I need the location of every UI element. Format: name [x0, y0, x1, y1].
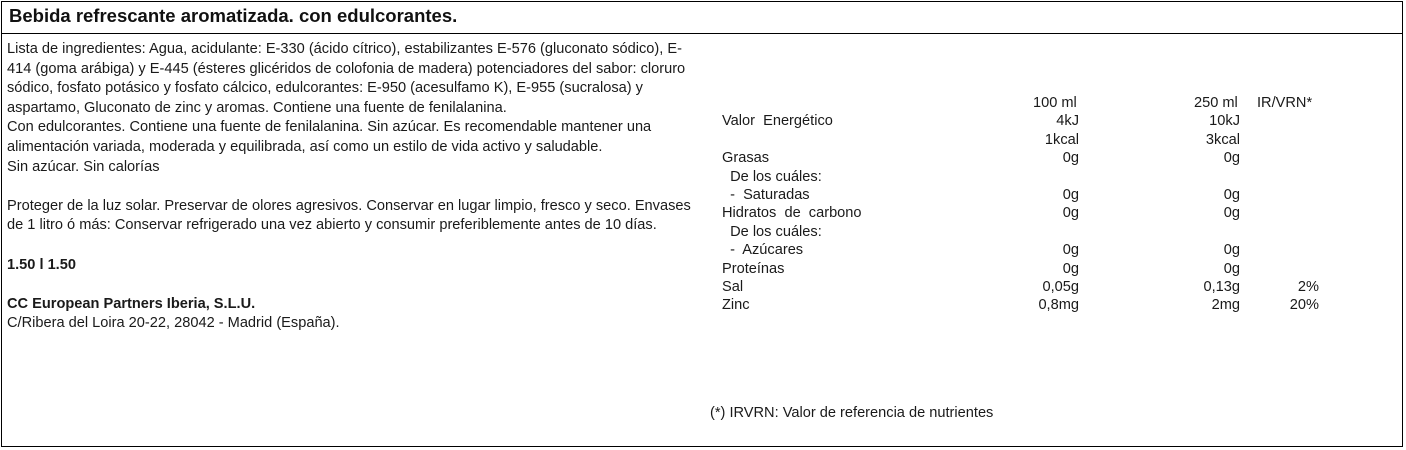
storage-text: Proteger de la luz solar. Preservar de olores agresivos. Conservar en lugar limpio, fresco y seco. Envases de 1 litro ó más: Conservar refrigerado una vez abierto y consumir preferiblemente antes de 10 días.: [7, 197, 691, 234]
value-100ml: 0,05g: [1042, 278, 1079, 295]
value-250ml: 0g: [1223, 242, 1240, 259]
title-row: [2, 2, 1402, 34]
nutrient-label: Grasas: [722, 150, 770, 167]
value-250ml: 2mg: [1211, 297, 1240, 314]
value-250ml: 3kcal: [1205, 131, 1240, 148]
nutrient-label: De los cuáles:: [722, 168, 822, 185]
nutrient-label: - Saturadas: [722, 186, 810, 203]
value-250ml: 0g: [1223, 186, 1240, 203]
product-title: Bebida refrescante aromatizada. con edulcorantes.: [9, 5, 458, 26]
ingredients-text: Lista de ingredientes: Agua, acidulante: E-330 (ácido cítrico), estabilizantes E-576 (gluconato sódico), E-414 (goma arábiga) y E-445 (ésteres glicéridos de colofonia de madera) potenciadores del sabor: cloruro sódico, fosfato potásico y fosfato cálcico, edulcorantes: E-950 (acesulfamo K), E-955 (sucralosa) y aspartamo, Gluconato de zinc y aromas. Contiene una fuente de fenilalanina.: [7, 41, 686, 116]
nutrient-label: Sal: [722, 278, 744, 295]
value-100ml: 0g: [1062, 186, 1079, 203]
header-ir: IR/VRN*: [1257, 95, 1313, 111]
nutrient-label: Proteínas: [722, 260, 785, 277]
company-name: CC European Partners Iberia, S.L.U.: [7, 295, 256, 312]
value-100ml: 0g: [1062, 205, 1079, 222]
nutrient-label: - Azúcares: [722, 242, 804, 259]
nutrient-label: Zinc: [722, 297, 750, 314]
company-address: C/Ribera del Loira 20-22, 28042 - Madrid (España).: [7, 315, 340, 332]
value-250ml: 0,13g: [1203, 278, 1240, 295]
nutrient-label: Hidratos de carbono: [722, 205, 862, 222]
nutrient-label: Valor Energético: [722, 113, 833, 130]
value-100ml: 0g: [1062, 260, 1079, 277]
value-ir: 20%: [1289, 297, 1319, 314]
value-100ml: 0g: [1062, 242, 1079, 259]
footnote: (*) IRVRN: Valor de referencia de nutrientes: [710, 405, 994, 421]
nutrient-label: De los cuáles:: [722, 223, 822, 240]
value-100ml: 4kJ: [1056, 113, 1079, 130]
product-info: [7, 40, 697, 334]
value-ir: 2%: [1297, 278, 1319, 295]
no-sugar-text: Sin azúcar. Sin calorías: [7, 158, 160, 175]
value-100ml: 0,8mg: [1038, 297, 1079, 314]
value-100ml: 0g: [1062, 150, 1079, 167]
volume-text: 1.50 l 1.50: [7, 256, 76, 273]
value-250ml: 0g: [1223, 260, 1240, 277]
header-100ml: 100 ml: [1033, 95, 1077, 111]
value-100ml: 1kcal: [1044, 131, 1079, 148]
value-250ml: 0g: [1223, 150, 1240, 167]
claims-text: Con edulcorantes. Contiene una fuente de fenilalanina. Sin azúcar. Es recomendable mantener una alimentación variada, moderada y equilibrada, así como un estilo de vida activo y saludable.: [7, 119, 652, 155]
value-250ml: 0g: [1223, 205, 1240, 222]
header-250ml: 250 ml: [1194, 95, 1238, 111]
value-250ml: 10kJ: [1209, 113, 1240, 130]
